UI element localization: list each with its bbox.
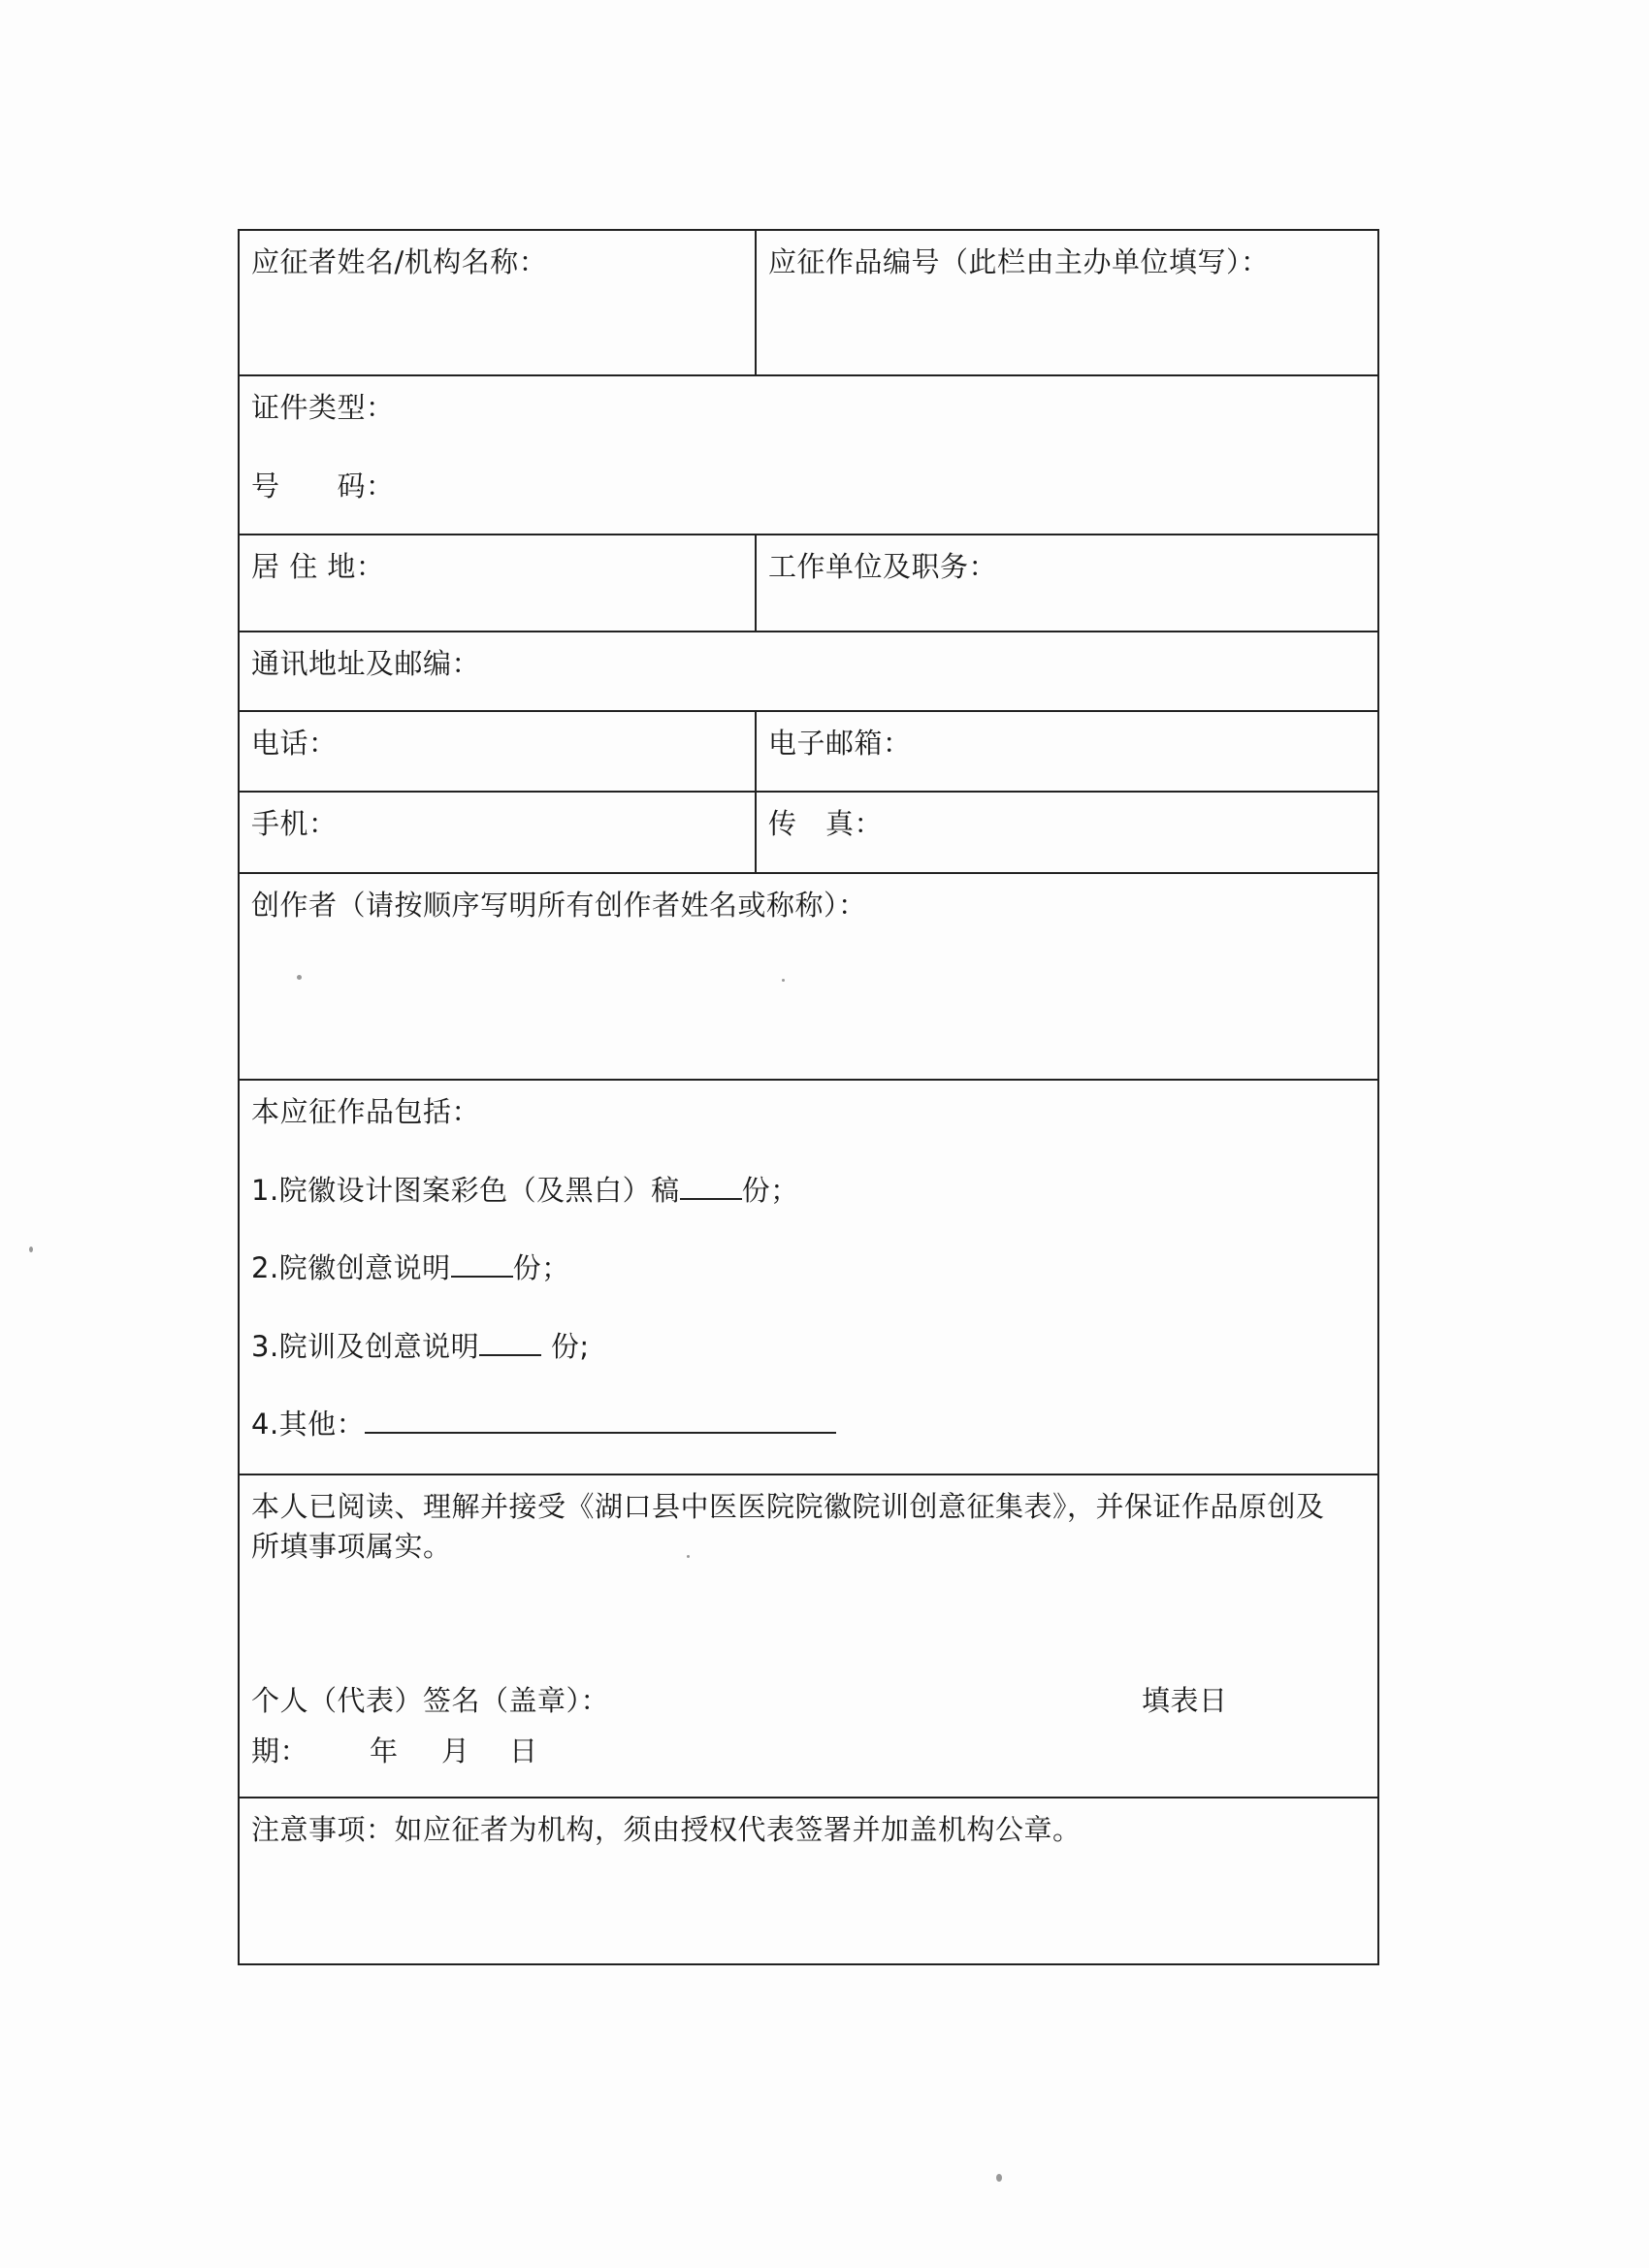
contents-item-3 (251, 1327, 1366, 1367)
contents-item-2 (251, 1248, 1366, 1288)
mobile-label: 手机： (251, 807, 338, 840)
applicant-name-cell[interactable] (240, 231, 757, 374)
contents-item-3-text: 3.院训及创意说明 (251, 1329, 480, 1363)
contents-heading: 本应征作品包括： (251, 1095, 481, 1128)
signature-line (251, 1681, 1357, 1720)
declaration-text-line-1: 本人已阅读、理解并接受《湖口县中医医院院徽院训创意征集表》，并保证作品原创及 (251, 1490, 1325, 1523)
contents-cell (240, 1081, 1377, 1474)
scan-speck (687, 1555, 690, 1558)
address-label: 通讯地址及邮编： (251, 647, 481, 680)
scan-speck (996, 2174, 1002, 2182)
employer-label: 工作单位及职务： (768, 550, 998, 583)
creators-cell[interactable] (240, 874, 1377, 1079)
row-address (240, 632, 1377, 712)
contents-item-4-text: 4.其他： (251, 1408, 366, 1442)
row-contents (240, 1081, 1377, 1475)
row-declaration (240, 1475, 1377, 1798)
row-mobile (240, 793, 1377, 874)
notes-cell (240, 1798, 1377, 1963)
applicant-name-label: 应征者姓名/机构名称： (251, 245, 548, 278)
notes-text: 注意事项：如应征者为机构，须由授权代表签署并加盖机构公章。 (251, 1813, 1082, 1846)
row-id (240, 376, 1377, 535)
contents-item-1-suffix: 份； (741, 1173, 799, 1207)
contents-item-2-text: 2.院徽创意说明 (251, 1251, 451, 1285)
address-cell[interactable] (240, 632, 1377, 710)
scan-speck (29, 1247, 33, 1252)
row-notes (240, 1798, 1377, 1963)
row-phone (240, 712, 1377, 793)
date-month[interactable]: 月 (441, 1734, 470, 1767)
work-number-label: 应征作品编号（此栏由主办单位填写）： (768, 245, 1270, 278)
email-label: 电子邮箱： (768, 727, 912, 760)
declaration-cell (240, 1475, 1377, 1797)
fax-label: 传 真： (768, 807, 884, 840)
contents-item-1-text: 1.院徽设计图案彩色（及黑白）稿 (251, 1173, 680, 1207)
id-cell[interactable] (240, 376, 1377, 534)
contents-item-2-blank[interactable] (451, 1275, 513, 1278)
employer-cell[interactable] (757, 535, 1377, 631)
contents-item-3-suffix: 份; (541, 1329, 590, 1363)
work-number-cell[interactable] (757, 231, 1377, 374)
id-type-label: 证件类型： (251, 391, 395, 424)
residence-label: 居 住 地： (251, 550, 385, 583)
scan-speck (297, 975, 302, 980)
contents-item-2-suffix: 份； (512, 1251, 570, 1285)
row-creators (240, 874, 1377, 1081)
contents-item-4 (251, 1405, 1366, 1444)
scan-speck (782, 979, 785, 982)
residence-cell[interactable] (240, 535, 757, 631)
row-applicant (240, 231, 1377, 376)
date-line (251, 1732, 639, 1770)
contents-item-4-blank[interactable] (365, 1431, 836, 1434)
email-cell[interactable] (757, 712, 1377, 791)
fax-cell[interactable] (757, 793, 1377, 872)
date-day[interactable]: 日 (509, 1734, 538, 1767)
row-residence (240, 535, 1377, 632)
contents-item-3-blank[interactable] (479, 1353, 541, 1356)
phone-label: 电话： (251, 727, 338, 760)
id-number-label: 号 码： (251, 469, 395, 502)
date-label-part-1: 填表日 (1142, 1684, 1228, 1717)
creators-label: 创作者（请按顺序写明所有创作者姓名或称称）： (251, 889, 867, 922)
contents-item-1-blank[interactable] (680, 1197, 742, 1200)
declaration-text-line-2: 所填事项属实。 (251, 1529, 452, 1563)
date-year[interactable]: 年 (370, 1734, 399, 1767)
application-form-table (238, 229, 1379, 1965)
contents-item-1 (251, 1171, 1366, 1211)
phone-cell[interactable] (240, 712, 757, 791)
mobile-cell[interactable] (240, 793, 757, 872)
date-label-part-2: 期： (251, 1734, 309, 1767)
signature-label[interactable]: 个人（代表）签名（盖章）： (251, 1684, 610, 1717)
